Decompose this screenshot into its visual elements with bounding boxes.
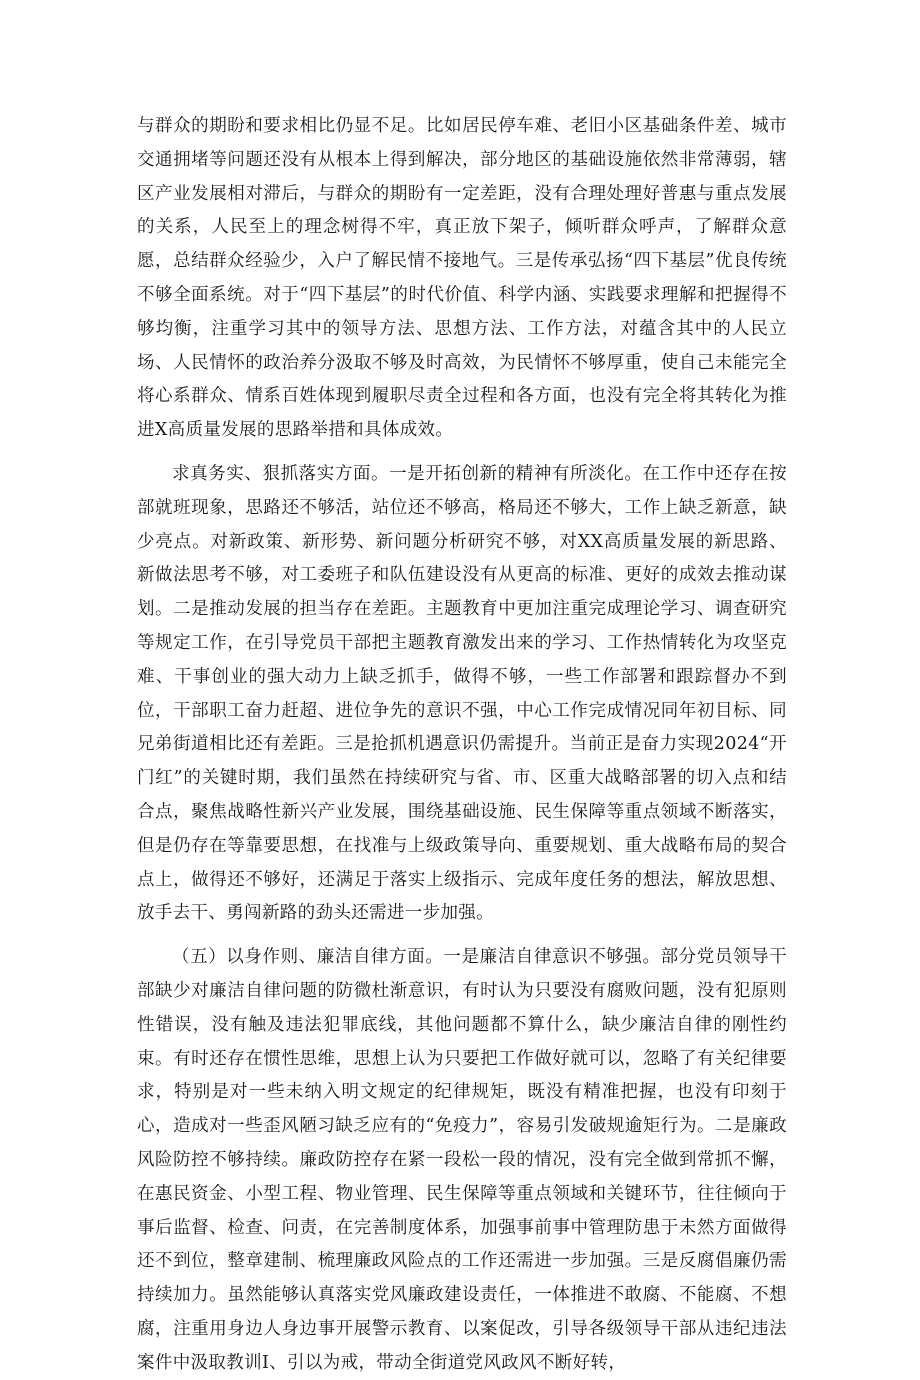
paragraph-public-expectations: 与群众的期盼和要求相比仍显不足。比如居民停车难、老旧小区基础条件差、城市交通拥堵等问题还没有从根本上得到解决，部分地区的基础设施依然非常薄弱，辖区产业发展相对滞后，与群众的期盼有一定差距，没有合理处理好普惠与重点发展的关系，人民至上的理念树得不牢，真正放下架子，倾听群众呼声，了解群众意愿，总结群众经验少，入户了解民情不接地气。三是传承弘扬“四下基层”优良传统不够全面系统。对于“四下基层”的时代价值、科学内涵、实践要求理解和把握得不够均衡，注重学习其中的领导方法、思想方法、工作方法，对蕴含其中的人民立场、人民情怀的政治养分汲取不够及时高效，为民情怀不够厚重，使自己未能完全将心系群众、情系百姓体现到履职尽责全过程和各方面，也没有完全将其转化为推进X高质量发展的思路举措和具体成效。 xyxy=(137,116,787,441)
paragraph-integrity-self-discipline: （五）以身作则、廉洁自律方面。一是廉洁自律意识不够强。部分党员领导干部缺少对廉洁自律问题的防微杜渐意识，有时认为只要没有腐败问题，没有犯原则性错误，没有触及违法犯罪底线，其他问题都不算什么，缺少廉洁自律的刚性约束。有时还存在惯性思维，思想上认为只要把工作做好就可以，忽略了有关纪律要求，特别是对一些未纳入明文规定的纪律规矩，既没有精准把握，也没有印刻于心，造成对一些歪风陋习缺乏应有的“免疫力”，容易引发破规逾矩行为。二是廉政风险防控不够持续。廉政防控存在紧一段松一段的情况，没有完全做到常抓不懈，在惠民资金、小型工程、物业管理、民生保障等重点领域和关键环节，往往倾向于事后监督、检查、问责，在完善制度体系，加强事前事中管理防患于未然方面做得还不到位，整章建制、梳理廉政风险点的工作还需进一步加强。三是反腐倡廉仍需持续加力。虽然能够认真落实党风廉政建设责任，一体推进不敢腐、不能腐、不想腐，注重用身边人身边事开展警示教育、以案促改，引导各级领导干部从违纪违法案件中汲取教训I、引以为戒，带动全街道党风政风不断好转， xyxy=(137,947,787,1373)
document-body xyxy=(137,110,787,1380)
paragraph-practical-implementation: 求真务实、狠抓落实方面。一是开拓创新的精神有所淡化。在工作中还存在按部就班现象，思路还不够活，站位还不够高，格局还不够大，工作上缺乏新意，缺少亮点。对新政策、新形势、新问题分析研究不够，对XX高质量发展的新思路、新做法思考不够，对工委班子和队伍建设没有从更高的标准、更好的成效去推动谋划。二是推动发展的担当存在差距。主题教育中更加注重完成理论学习、调查研究等规定工作，在引导党员干部把主题教育激发出来的学习、工作热情转化为攻坚克难、干事创业的强大动力上缺乏抓手，做得不够，一些工作部署和跟踪督办不到位，干部职工奋力赶超、进位争先的意识不强，中心工作完成情况同年初目标、同兄弟街道相比还有差距。三是抢抓机遇意识仍需提升。当前正是奋力实现2024“开门红”的关键时期，我们虽然在持续研究与省、市、区重大战略部署的切入点和结合点，聚焦战略性新兴产业发展，围绕基础设施、民生保障等重点领域不断落实，但是仍存在等靠要思想，在找准与上级政策导向、重要规划、重大战略布局的契合点上，做得还不够好，还满足于落实上级指示、完成年度任务的想法，解放思想、放手去干、勇闯新路的劲头还需进一步加强。 xyxy=(137,463,787,924)
